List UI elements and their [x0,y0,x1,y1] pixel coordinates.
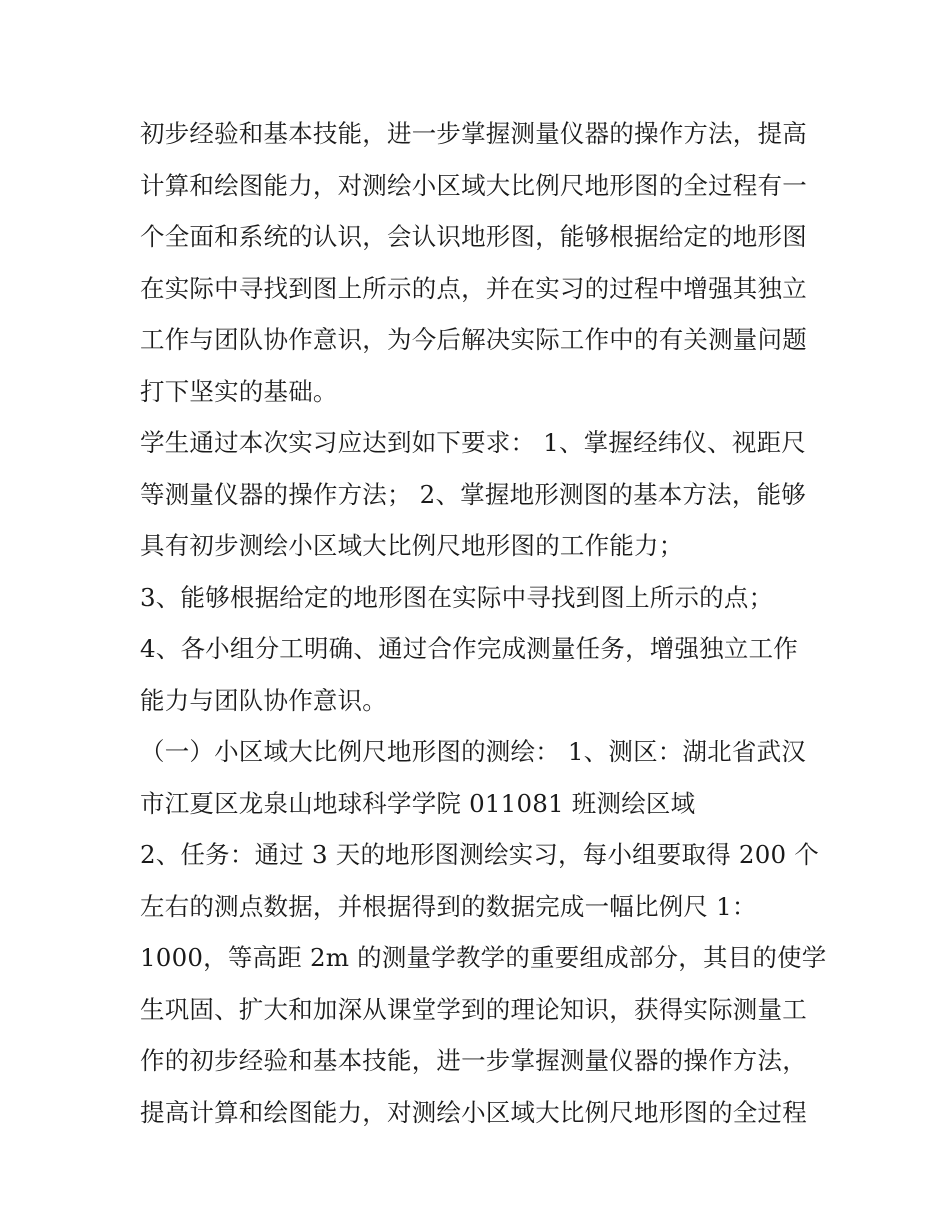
text-line-16: 左右的测点数据，并根据得到的数据完成一幅比例尺 1： [140,891,757,921]
text-line-13: （一）小区域大比例尺地形图的测绘： 1、测区：湖北省武汉 [140,737,806,766]
text-line-5: 工作与团队协作意识，为今后解决实际工作中的有关测量问题 [140,325,807,354]
text-line-17: 1000，等高距 2m 的测量学教学的重要组成部分，其目的使学 [140,943,827,972]
text-line-12: 能力与团队协作意识。 [140,685,387,715]
text-line-7: 学生通过本次实习应达到如下要求： 1、掌握经纬仪、视距尺 [140,428,806,457]
text-line-19: 作的初步经验和基本技能，进一步掌握测量仪器的操作方法， [140,1046,807,1075]
text-line-9: 具有初步测绘小区域大比例尺地形图的工作能力； [140,531,684,560]
text-line-20: 提高计算和绘图能力，对测绘小区域大比例尺地形图的全过程 [140,1097,807,1127]
text-line-10: 3、能够根据给定的地形图在实际中寻找到图上所示的点； [140,582,774,612]
text-line-8: 等测量仪器的操作方法； 2、掌握地形测图的基本方法，能够 [140,479,806,509]
text-line-11: 4、各小组分工明确、通过合作完成测量任务，增强独立工作 [140,634,798,663]
text-line-4: 在实际中寻找到图上所示的点，并在实习的过程中增强其独立 [140,273,807,303]
text-line-1: 初步经验和基本技能，进一步掌握测量仪器的操作方法，提高 [140,119,807,148]
text-line-18: 生巩固、扩大和加深从课堂学到的理论知识，获得实际测量工 [140,994,807,1024]
text-line-6: 打下坚实的基础。 [140,376,338,406]
text-line-14: 市江夏区龙泉山地球科学学院 011081 班测绘区域 [140,788,696,818]
body-text [140,108,827,1138]
text-line-2: 计算和绘图能力，对测绘小区域大比例尺地形图的全过程有一 [140,170,807,200]
text-line-3: 个全面和系统的认识，会认识地形图，能够根据给定的地形图 [140,222,807,251]
text-line-15: 2、任务：通过 3 天的地形图测绘实习，每小组要取得 200 个 [140,840,819,869]
